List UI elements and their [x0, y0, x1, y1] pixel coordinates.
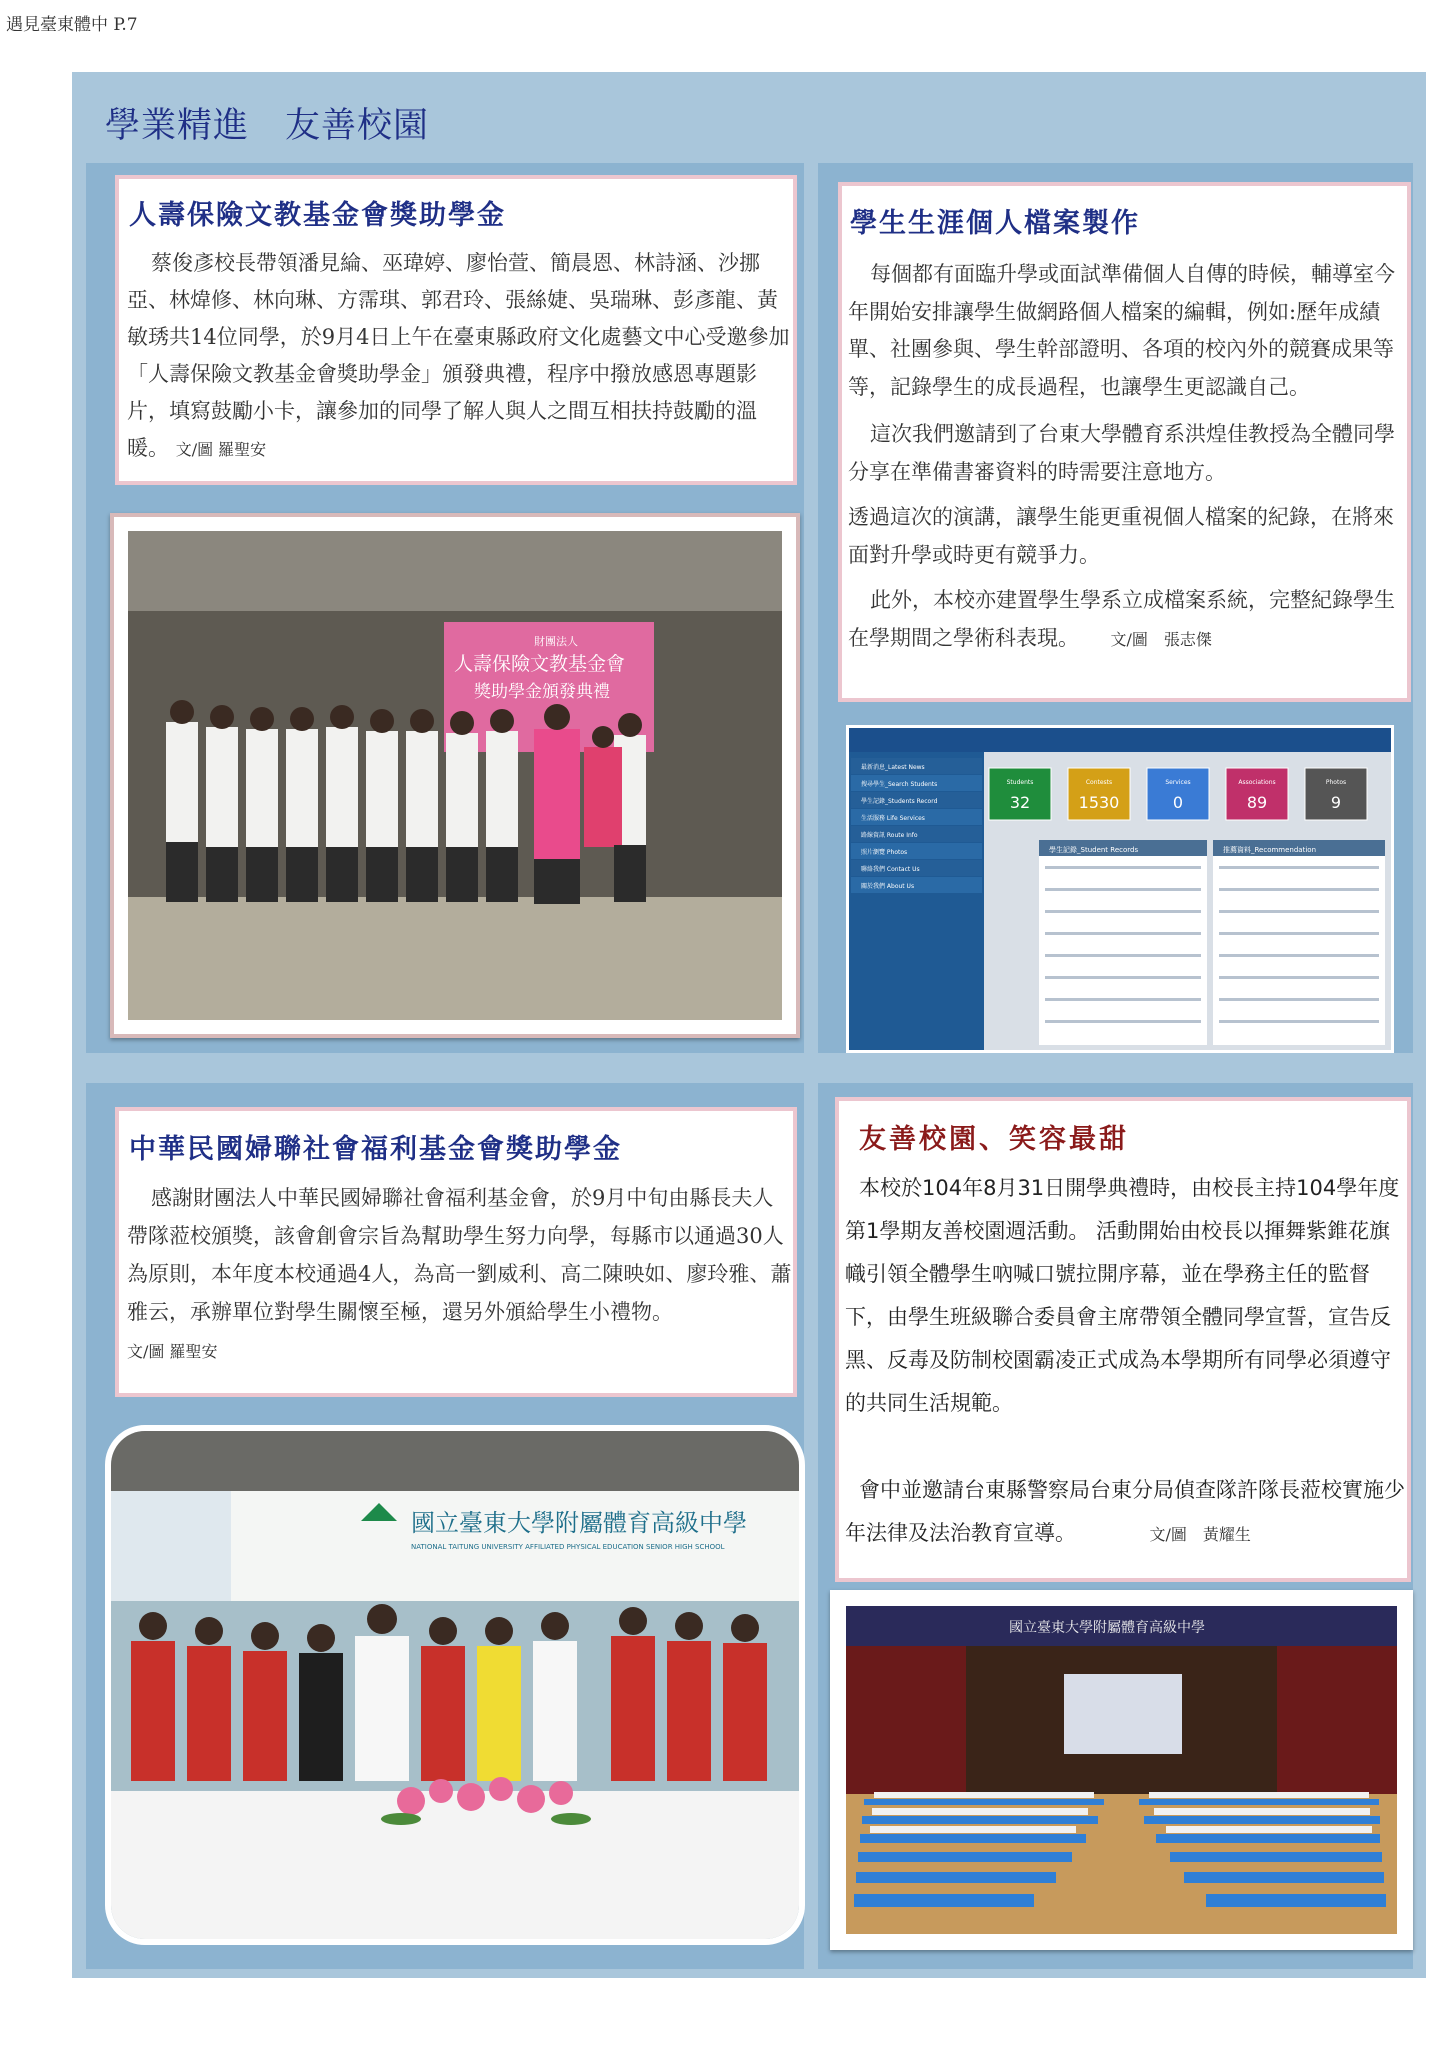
school-banner-cn: 國立臺東大學附屬體育高級中學: [411, 1509, 747, 1537]
article-women-fund-body: [127, 1179, 793, 1371]
screenshot-menu-label: 生活服務 Life Services: [861, 815, 925, 822]
article-insurance-body: [127, 245, 793, 468]
article-portfolio-title: 學生生涯個人檔案製作: [850, 208, 1140, 239]
article-women-fund-title: 中華民國婦聯社會福利基金會獎助學金: [129, 1134, 622, 1165]
article-friendly-campus-credit: 文/圖 黃耀生: [1149, 1525, 1251, 1544]
article-women-fund-card: [115, 1107, 797, 1397]
article-friendly-campus-p1: 本校於104年8月31日開學典禮時，由校長主持104學年度第1學期友善校園週活動。 活動開始由校長以揮舞紫錐花旗幟引領全體學生吶喊口號拉開序幕，並在學務主任的監督下，由學生班級聯合委員會主席帶領全體同學宣誓，宣告反黑、反毒及防制校園霸凌正式成為本學期所有同學必須遵守的共同生活規範。: [845, 1176, 1400, 1415]
screenshot-menu-label: 聯絡我們 Contact Us: [861, 866, 920, 873]
article-women-fund-text: 感謝財團法人中華民國婦聯社會福利基金會，於9月中旬由縣長夫人帶隊蒞校頒獎，該會創會宗旨為幫助學生努力向學，每縣市以通過30人為原則，本年度本校通過4人，為高一劉威利、高二陳映如、廖玲雅、蕭雅云，承辦單位對學生關懷至極，還另外頒給學生小禮物。: [127, 1186, 792, 1324]
award-ceremony-photo: [110, 513, 800, 1038]
article-portfolio-credit: 文/圖 張志傑: [1110, 629, 1212, 649]
panel-recommendation-label: 推薦資料_Recommendation: [1223, 846, 1317, 854]
page-header-label: 遇見臺東體中 P.7: [6, 15, 138, 35]
screenshot-stat-value: 89: [1246, 793, 1268, 812]
page-title: 學業精進 友善校園: [105, 106, 430, 146]
article-portfolio-p3: 透過這次的演講，讓學生能更重視個人檔案的紀錄，在將來面對升學或時更有競爭力。: [848, 505, 1394, 567]
screenshot-menu-label: 最新消息_Latest News: [861, 764, 925, 771]
screenshot-menu-label: 搜尋學生_Search Students: [861, 781, 938, 788]
banner-text-2: 人壽保險文教基金會: [454, 653, 626, 675]
hall-banner-text: 國立臺東大學附屬體育高級中學: [1009, 1620, 1205, 1636]
screenshot-stat-label: Contests: [1085, 779, 1113, 786]
article-insurance-credit: 文/圖 羅聖安: [175, 440, 267, 459]
article-friendly-campus-p2: [845, 1469, 1409, 1556]
screenshot-stat-value: 9: [1330, 793, 1342, 812]
article-insurance-card: [115, 175, 797, 485]
article-portfolio-p2: 這次我們邀請到了台東大學體育系洪煌佳教授為全體同學分享在準備書審資料的時需要注意地方。: [848, 422, 1395, 484]
banner-text-1: 財團法人: [534, 635, 578, 648]
school-banner-en: NATIONAL TAITUNG UNIVERSITY AFFILIATED PHYSICAL EDUCATION SENIOR HIGH SCHOOL: [411, 1543, 725, 1551]
women-fund-photo: [105, 1425, 805, 1945]
portfolio-system-screenshot: [846, 725, 1394, 1053]
article-portfolio-p1: 每個都有面臨升學或面試準備個人自傳的時候，輔導室今年開始安排讓學生做網路個人檔案的編輯，例如:歷年成績單、社團參與、學生幹部證明、各項的校內外的競賽成果等等，記錄學生的成長過程，也讓學生更認識自己。: [848, 262, 1395, 399]
screenshot-stat-label: Associations: [1238, 779, 1276, 786]
article-friendly-campus-title: 友善校園、笑容最甜: [859, 1124, 1129, 1155]
screenshot-menu-label: 學生記錄_Students Record: [861, 798, 938, 805]
article-insurance-title: 人壽保險文教基金會獎助學金: [129, 200, 506, 231]
article-portfolio-card: [838, 182, 1411, 702]
assembly-hall-photo: [830, 1590, 1413, 1950]
banner-text-3: 獎助學金頒發典禮: [474, 682, 610, 702]
article-friendly-campus-p2-text: 會中並邀請台東縣警察局台東分局偵查隊許隊長蒞校實施少年法律及法治教育宣導。: [845, 1478, 1405, 1545]
screenshot-stat-value: 0: [1172, 793, 1184, 812]
article-friendly-campus-card: [835, 1097, 1411, 1582]
screenshot-stat-value: 32: [1009, 793, 1031, 812]
screenshot-menu-label: 路線資訊 Route Info: [861, 832, 918, 839]
article-portfolio-p4-text: 此外，本校亦建置學生學系立成檔案系統，完整紀錄學生在學期間之學術科表現。: [848, 588, 1395, 650]
article-women-fund-credit: 文/圖 羅聖安: [127, 1342, 218, 1361]
screenshot-stat-label: Photos: [1325, 779, 1347, 786]
article-portfolio-p4: [848, 582, 1408, 658]
screenshot-menu-label: 照片瀏覽 Photos: [861, 849, 908, 856]
screenshot-stat-value: 1530: [1078, 793, 1120, 812]
screenshot-menu-label: 關於我們 About Us: [861, 883, 915, 890]
panel-records-label: 學生記錄_Student Records: [1049, 846, 1139, 854]
screenshot-stat-label: Students: [1006, 779, 1034, 786]
article-insurance-text: 蔡俊彥校長帶領潘見綸、巫瑋婷、廖怡萱、簡晨恩、林詩涵、沙挪亞、林煒修、林向琳、方霈琪、郭君玲、張絲婕、吳瑞琳、彭彥龍、黃敏琇共14位同學，於9月4日上午在臺東縣政府文化處藝文中心受邀參加「人壽保險文教基金會獎助學金」頒發典禮，程序中撥放感恩專題影片，填寫鼓勵小卡，讓參加的同學了解人與人之間互相扶持鼓勵的溫暖。: [127, 251, 790, 460]
screenshot-stat-label: Services: [1165, 779, 1191, 786]
